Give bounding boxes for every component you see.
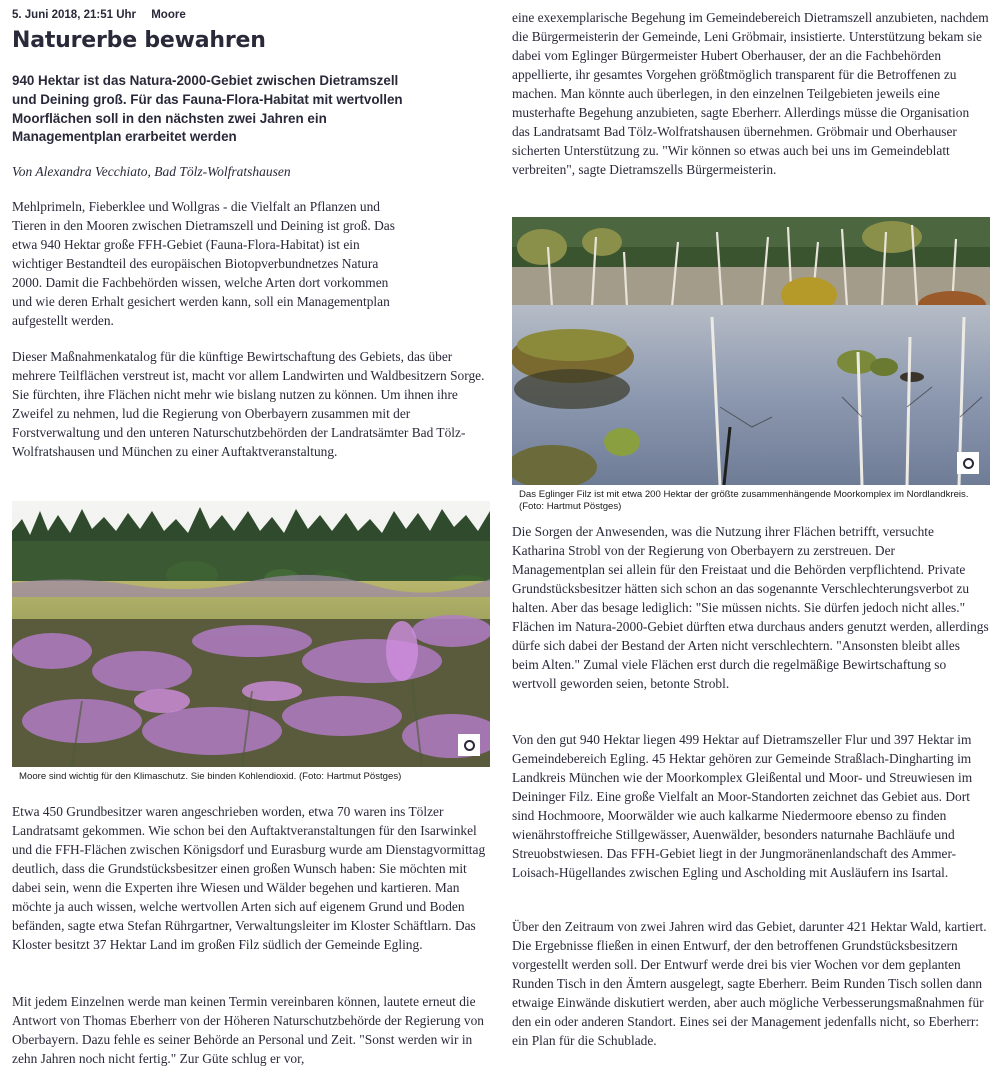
article-figure-moor [512, 217, 990, 513]
article-paragraph: Die Sorgen der Anwesenden, was die Nutzung ihrer Flächen betrifft, versuchte Katharina Strobl von der Regierung von Oberbayern zu zerstreuen. Der Managementplan sei allein für den Freistaat und die Behörden verpflichtend. Private Grundstücksbesitzer hätten sich schon an das sogenannte Verschlechterungsverbot zu halten. Aber das besage lediglich: "Sie müssen nichts. Sie dürfen jedoch nicht alles." Flächen im Natura-2000-Gebiet dürften etwa durchaus anders genutzt werden, allerdings dürfe sich dabei der Bestand der Arten nicht verschlechtern. "Ansonsten bleibt alles beim Alten." Zumal viele Flächen erst durch die regelmäßige Bewirtschaftung so wertvoll geworden seien, betonte Strobl. [512, 524, 989, 691]
article-figure-heath [12, 501, 490, 783]
article-paragraph: Von den gut 940 Hektar liegen 499 Hektar auf Dietramszeller Flur und 397 Hektar im Gemeindebereich Egling. 45 Hektar gehören zur Gemeinde Straßlach-Dingharting im Landkreis München wie der Moorkomplex Gleißental und Moor- und Streuwiesen im Deininger Filz. Eine große Vielfalt an Moor-Standorten zeichnet das Gebiet aus. Dort sind Hochmoore, Moorwälder wie auch kalkarme Niedermoore ebenso zu finden wienährstoffreiche Stillgewässer, Auenwälder, besonders naturnahe Bachläufe und Streuobstwiesen. Das FFH-Gebiet liegt in der Jungmoränenlandschaft des Ammer-Loisach-Hügellandes zwischen Egling und Ascholding mit Ausläufern ins Isartal. [512, 732, 973, 880]
article-paragraph: Über den Zeitraum von zwei Jahren wird das Gebiet, darunter 421 Hektar Wald, kartiert. Die Ergebnisse fließen in einen Entwurf, der den betroffenen Grundstücksbesitzern vorgestellt werden soll. Der Entwurf werde drei bis vier Wochen vor dem geplanten Runden Tisch in den Ämtern ausgelegt, sagte Eberherr. Beim Runden Tisch sollen dann etwaige Einwände diskutiert werden, aber auch mögliche Verbesserungsmaßnahmen für den ein oder anderen Standort. Eines sei der Management jedenfalls nicht, so Eberherr: ein Plan für die Schublade. [512, 919, 987, 1048]
article-topic[interactable]: Moore [151, 9, 186, 21]
moor-photo-button[interactable] [957, 452, 979, 474]
heath-photo[interactable] [12, 501, 490, 767]
article-meta [12, 9, 186, 21]
heath-photo-caption: Moore sind wichtig für den Klimaschutz. Sie binden Kohlendioxid. (Foto: Hartmut Pöstges) [19, 771, 402, 782]
article-lead: 940 Hektar ist das Natura-2000-Gebiet zwischen Dietramszell und Deining groß. Für das Fauna-Flora-Habitat mit wertvollen Moorflächen soll in den nächsten zwei Jahren ein Managementplan erarbeitet werden [12, 73, 403, 145]
moor-photo[interactable] [512, 217, 990, 485]
moor-photo-caption: Das Eglinger Filz ist mit etwa 200 Hektar der größte zusammenhängende Moorkomplex im Nordlandkreis. (Foto: Hartmut Pöstges) [519, 489, 969, 512]
article-paragraph: Mehlprimeln, Fieberklee und Wollgras - die Vielfalt an Pflanzen und Tieren in den Mooren zwischen Dietramszell und Deining ist groß. Das etwa 940 Hektar große FFH-Gebiet (Fauna-Flora-Habitat) ist ein wichtiger Bestandteil des europäischen Biotopverbundnetzes Natura 2000. Damit die Fachbehörden wissen, welche Arten dort vorkommen und wie deren Erhalt gesichert werden kann, soll ein Managementplan aufgestellt werden. [12, 199, 395, 328]
circle-icon [963, 458, 974, 469]
article-byline: Von Alexandra Vecchiato, Bad Tölz-Wolfratshausen [12, 164, 291, 179]
article-date: 5. Juni 2018, 21:51 Uhr [12, 9, 137, 21]
moor-image [512, 217, 990, 485]
heath-image [12, 501, 490, 767]
article-title: Naturerbe bewahren [12, 28, 266, 53]
article-paragraph: Dieser Maßnahmenkatalog für die künftige Bewirtschaftung des Gebiets, das über mehrere Teilflächen verstreut ist, macht vor allem Landwirten und Waldbesitzern Sorge. Sie fürchten, ihre Flächen nicht mehr wie bislang nutzen zu können. Um ihnen ihre Zweifel zu nehmen, lud die Regierung von Oberbayern zusammen mit der Forstverwaltung und den unteren Naturschutzbehörden der Landratsämter Bad Tölz-Wolfratshausen und München zu einer Auftaktveranstaltung. [12, 349, 485, 459]
circle-icon [464, 740, 475, 751]
article-paragraph: Etwa 450 Grundbesitzer waren angeschrieben worden, etwa 70 waren ins Tölzer Landratsamt gekommen. Wie schon bei den Auftaktveranstaltungen für den Isarwinkel und die FFH-Flächen zwischen Königsdorf und Eurasburg wurde am Dienstagvormittag deutlich, dass die Grundstücksbesitzer einen großen Wunsch haben: Sie möchten mit dabei sein, wenn die Experten ihre Wiesen und Wälder begehen und kartieren. Man möchte ja auch wissen, welche wertvollen Arten sich auf eigenem Grund und Boden befänden, sagte etwa Stefan Rührgartner, Verwaltungsleiter im Kloster Schäftlarn. Das Kloster besitzt 37 Hektar Land im großen Filz südlich der Gemeinde Egling. [12, 804, 486, 952]
article-paragraph: Mit jedem Einzelnen werde man keinen Termin vereinbaren können, lautete erneut die Antwort von Thomas Eberherr von der Höheren Naturschutzbehörde der Regierung von Oberbayern. Dazu fehle es seiner Behörde an Personal und Zeit. "Sonst werden wir in zehn Jahren noch nicht fertig." Zur Güte schlug er vor, [12, 994, 484, 1066]
heath-photo-button[interactable] [458, 734, 480, 756]
article-paragraph: eine exexemplarische Begehung im Gemeindebereich Dietramszell anzubieten, nachdem die Bürgermeisterin der Gemeinde, Leni Gröbmair, insistierte. Unterstützung bekam sie dabei vom Eglinger Bürgermeister Hubert Oberhauser, der an die Fachbehörden appellierte, ihr gesamtes Vorgehen größtmöglich transparent für die Betroffenen zu machen. Man könnte auch überlegen, in den einzelnen Teilgebieten jeweils eine musterhafte Begehung anzubieten, sagte Eberherr. Allerdings müsse die Organisation das Landratsamt Bad Tölz-Wolfratshausen übernehmen. Gröbmair und Oberhauser sicherten Unterstützung zu. "Wir können so etwas auch bei uns im Gemeindeblatt verbreiten", sagte Dietramszells Bürgermeisterin. [512, 10, 989, 177]
